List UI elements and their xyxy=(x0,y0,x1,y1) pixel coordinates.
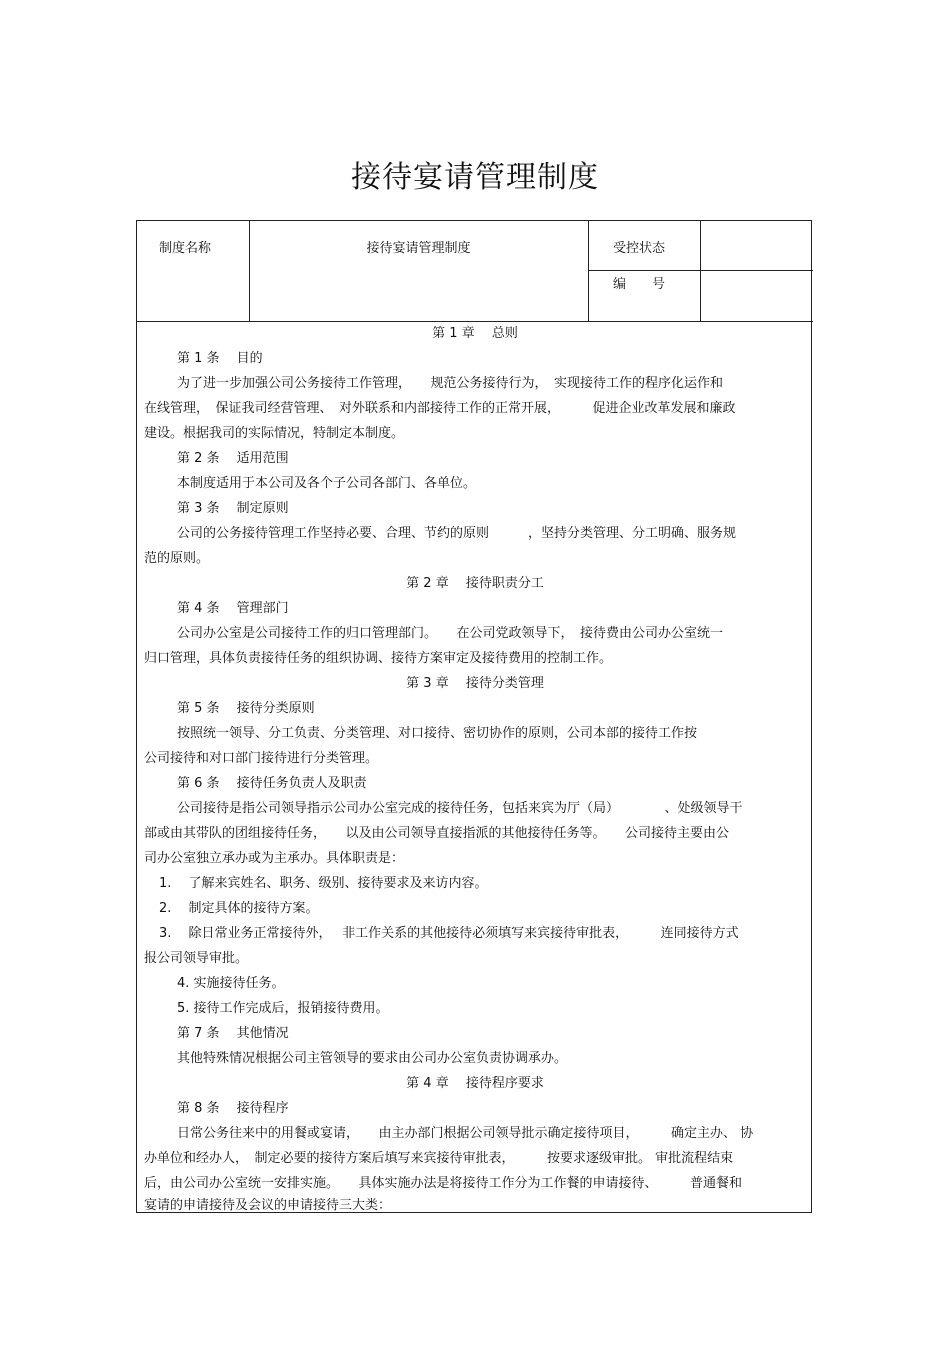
name-value-cell: 接待宴请管理制度 xyxy=(366,241,471,256)
duty-item-3-line-1: 3. 除日常业务正常接待外， 非工作关系的其他接待必须填写来宾接待审批表， 连同接待方式 xyxy=(159,926,739,941)
duty-item-1: 1. 了解来宾姓名、职务、级别、接待要求及来访内容。 xyxy=(159,876,488,891)
duty-item-4: 4. 实施接待任务。 xyxy=(177,976,285,991)
article-6-title: 第 6 条 接待任务负责人及职责 xyxy=(177,776,367,791)
article-3-line-2: 范的原则。 xyxy=(144,551,210,566)
header-divider-3 xyxy=(700,221,701,321)
article-1-line-2: 在线管理， 保证我司经营管理、 对外联系和内部接待工作的正常开展， 促进企业改革发展和廉政 xyxy=(144,401,736,416)
article-1-line-3: 建设。根据我司的实际情况，特制定本制度。 xyxy=(144,426,405,441)
duty-item-3-line-2: 报公司领导审批。 xyxy=(144,951,249,966)
article-3-line-1: 公司的公务接待管理工作坚持必要、合理、节约的原则 ，坚持分类管理、分工明确、服务规 xyxy=(177,526,737,541)
chapter-3-heading: 第 3 章 接待分类管理 xyxy=(406,676,544,691)
header-row-divider xyxy=(588,270,813,271)
article-8-line-3: 后，由公司办公室统一安排实施。 具体实施办法是将接待工作分为工作餐的申请接待、 普通餐和 xyxy=(144,1176,743,1191)
article-8-line-1: 日常公务往来中的用餐或宴请， 由主办部门根据公司领导批示确定接待项目， 确定主办、 协 xyxy=(177,1126,754,1141)
duty-item-2: 2. 制定具体的接待方案。 xyxy=(159,901,319,916)
article-4-title: 第 4 条 管理部门 xyxy=(177,601,289,616)
article-4-line-2: 归口管理，具体负责接待任务的组织协调、接待方案审定及接待费用的控制工作。 xyxy=(144,651,613,666)
article-6-line-1: 公司接待是指公司领导指示公司办公室完成的接待任务，包括来宾为厅（局） 、处级领导干 xyxy=(177,801,743,816)
name-label-cell: 制度名称 xyxy=(159,241,212,256)
article-7-line-1: 其他特殊情况根据公司主管领导的要求由公司办公室负责协调承办。 xyxy=(177,1051,568,1066)
article-8-line-2: 办单位和经办人， 制定必要的接待方案后填写来宾接待审批表， 按要求逐级审批。 审批流程结束 xyxy=(144,1151,734,1166)
article-6-line-3: 司办公室独立承办或为主承办。具体职责是： xyxy=(144,851,405,866)
article-2-title: 第 2 条 适用范围 xyxy=(177,451,289,466)
header-divider-2 xyxy=(588,221,589,321)
status-label-cell: 受控状态 xyxy=(613,241,666,256)
article-4-line-1: 公司办公室是公司接待工作的归口管理部门。 在公司党政领导下， 接待费由公司办公室统一 xyxy=(177,626,724,641)
article-1-line-1: 为了进一步加强公司公务接待工作管理， 规范公务接待行为， 实现接待工作的程序化运作和 xyxy=(177,376,724,391)
number-label-cell: 编 号 xyxy=(613,277,666,292)
article-8-title: 第 8 条 接待程序 xyxy=(177,1101,289,1116)
chapter-2-heading: 第 2 章 接待职责分工 xyxy=(406,576,544,591)
article-7-title: 第 7 条 其他情况 xyxy=(177,1026,289,1041)
article-5-line-2: 公司接待和对口部门接待进行分类管理。 xyxy=(144,751,379,766)
document-title: 接待宴请管理制度 xyxy=(351,160,599,195)
header-divider-1 xyxy=(249,221,250,321)
article-3-title: 第 3 条 制定原则 xyxy=(177,501,289,516)
article-5-line-1: 按照统一领导、分工负责、分类管理、对口接待、密切协作的原则，公司本部的接待工作按 xyxy=(177,726,698,741)
article-6-line-2: 部或由其带队的团组接待任务， 以及由公司领导直接指派的其他接待任务等。 公司接待主要由公 xyxy=(144,826,730,841)
article-2-line-1: 本制度适用于本公司及各个子公司各部门、各单位。 xyxy=(177,476,477,491)
duty-item-5: 5. 接待工作完成后，报销接待费用。 xyxy=(177,1001,389,1016)
regulation-table xyxy=(136,220,812,1213)
chapter-1-heading: 第 1 章 总则 xyxy=(432,326,518,341)
article-8-line-4: 宴请的申请接待及会议的申请接待三大类： xyxy=(144,1198,392,1213)
article-5-title: 第 5 条 接待分类原则 xyxy=(177,701,315,716)
article-1-title: 第 1 条 目的 xyxy=(177,351,263,366)
chapter-4-heading: 第 4 章 接待程序要求 xyxy=(406,1076,544,1091)
